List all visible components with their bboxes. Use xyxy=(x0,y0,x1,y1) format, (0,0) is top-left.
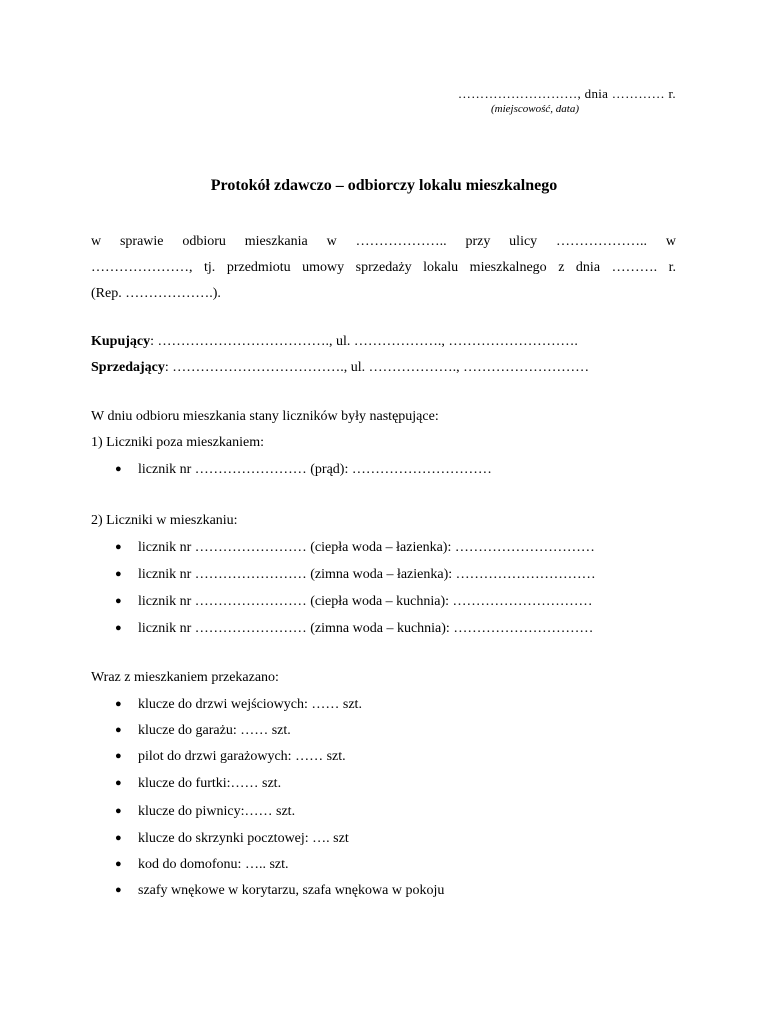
intro-line-2: …………………, tj. przedmiotu umowy sprzedaży lokalu mieszkalnego z dnia ………. r. xyxy=(91,260,676,275)
buyer-line xyxy=(91,333,578,351)
list-item xyxy=(115,538,595,557)
bullet-icon: ● xyxy=(115,622,122,634)
list-item-text: licznik nr …………………… (ciepła woda – kuchnia): ………………………… xyxy=(138,594,593,609)
bullet-icon: ● xyxy=(115,858,122,870)
meters-heading: W dniu odbioru mieszkania stany liczników były następujące: xyxy=(91,409,439,424)
list-item xyxy=(115,592,593,611)
bullet-icon: ● xyxy=(115,750,122,762)
list-item xyxy=(115,855,289,874)
list-item-text: pilot do drzwi garażowych: …… szt. xyxy=(138,749,346,764)
list-item xyxy=(115,802,295,821)
list-item xyxy=(115,619,593,638)
bullet-icon: ● xyxy=(115,884,122,896)
intro-line-3: (Rep. ……………….). xyxy=(91,286,221,301)
list-item-text: klucze do piwnicy:…… szt. xyxy=(138,804,296,819)
bullet-icon: ● xyxy=(115,724,122,736)
meters-outside-heading: 1) Liczniki poza mieszkaniem: xyxy=(91,435,264,450)
list-item-text: licznik nr …………………… (ciepła woda – łazienka): ………………………… xyxy=(138,540,595,555)
intro-line-1: w sprawie odbioru mieszkania w ……………….. przy ulicy ……………….. w xyxy=(91,234,676,249)
list-item xyxy=(115,881,444,900)
bullet-icon: ● xyxy=(115,463,122,475)
list-item-text: licznik nr …………………… (zimna woda – łazienka): ………………………… xyxy=(138,567,596,582)
list-item-text: klucze do furtki:…… szt. xyxy=(138,776,282,791)
list-item xyxy=(115,721,291,740)
list-item-text: szafy wnękowe w korytarzu, szafa wnękowa w pokoju xyxy=(138,883,445,898)
list-item-text: kod do domofonu: ….. szt. xyxy=(138,857,289,872)
seller-value: : ………………………………., ul. ………………., ……………………… xyxy=(164,360,590,375)
list-item-text: klucze do garażu: …… szt. xyxy=(138,723,291,738)
list-item-text: klucze do skrzynki pocztowej: …. szt xyxy=(138,831,349,846)
list-item xyxy=(115,695,362,714)
intro-paragraph xyxy=(91,229,676,307)
bullet-icon: ● xyxy=(115,698,122,710)
bullet-icon: ● xyxy=(115,777,122,789)
list-item xyxy=(115,774,281,793)
document-title: Protokół zdawczo – odbiorczy lokalu mieszkalnego xyxy=(210,177,558,194)
bullet-icon: ● xyxy=(115,805,122,817)
bullet-icon: ● xyxy=(115,832,122,844)
bullet-icon: ● xyxy=(115,568,122,580)
list-item xyxy=(115,747,346,766)
bullet-icon: ● xyxy=(115,541,122,553)
bullet-icon: ● xyxy=(115,595,122,607)
list-item xyxy=(115,460,492,479)
date-line: ………………………, dnia ………… r. xyxy=(457,86,676,101)
list-item xyxy=(115,565,596,584)
buyer-value: : ………………………………., ul. ………………., ………………………. xyxy=(150,334,578,349)
list-item-text: licznik nr …………………… (zimna woda – kuchnia): ………………………… xyxy=(138,621,594,636)
buyer-label: Kupujący xyxy=(91,334,151,349)
seller-line xyxy=(91,359,589,377)
list-item xyxy=(115,829,349,848)
meters-inside-heading: 2) Liczniki w mieszkaniu: xyxy=(91,513,238,528)
place-date-caption: (miejscowość, data) xyxy=(491,103,579,115)
list-item-text: klucze do drzwi wejściowych: …… szt. xyxy=(138,697,362,712)
list-item-text: licznik nr …………………… (prąd): ………………………… xyxy=(138,462,492,477)
handover-heading: Wraz z mieszkaniem przekazano: xyxy=(91,670,279,685)
seller-label: Sprzedający xyxy=(91,360,165,375)
